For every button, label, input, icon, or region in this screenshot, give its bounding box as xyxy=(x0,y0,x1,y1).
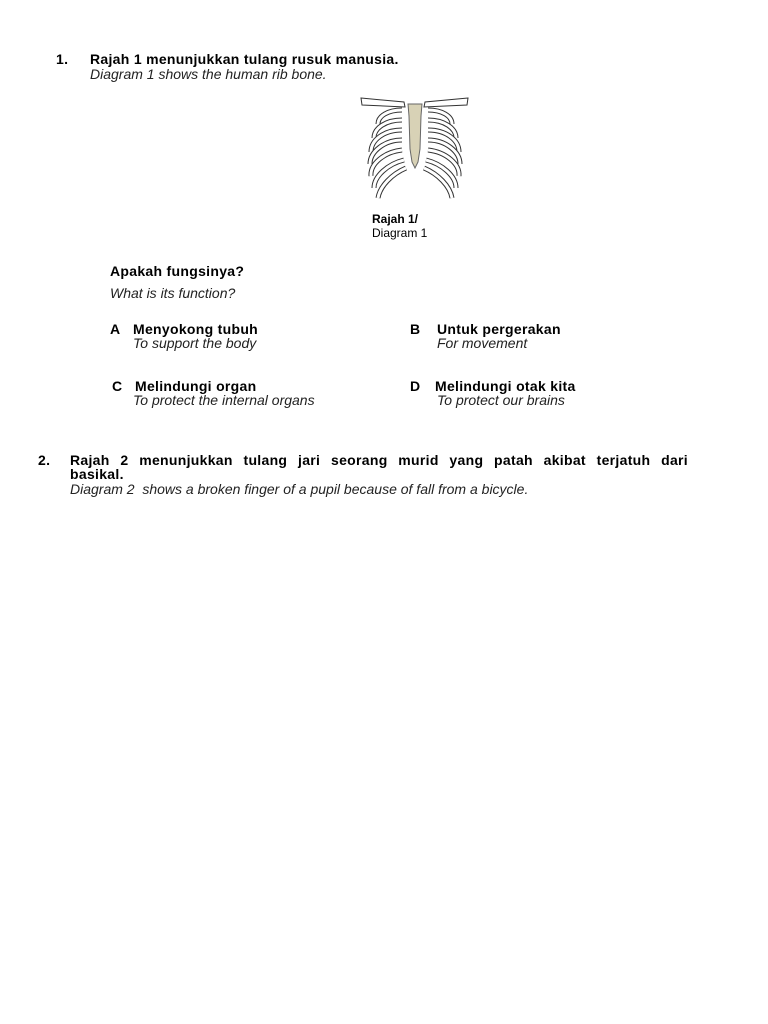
q1-number: 1. xyxy=(56,51,69,67)
option-a-letter: A xyxy=(110,321,121,337)
option-d-en: To protect our brains xyxy=(437,392,565,408)
q2-stem-ms-line1: Rajah 2 menunjukkan tulang jari seorang murid yang patah akibat terjatuh dari xyxy=(70,452,688,468)
rib-cage-illustration xyxy=(358,94,472,206)
figure-caption-en: Diagram 1 xyxy=(372,226,428,240)
option-d-ms: Melindungi otak kita xyxy=(435,378,576,394)
option-a-ms: Menyokong tubuh xyxy=(133,321,259,337)
option-b-en: For movement xyxy=(437,335,528,351)
q2-stem-en: Diagram 2 shows a broken finger of a pupil because of fall from a bicycle. xyxy=(70,481,529,497)
q1-question-ms: Apakah fungsinya? xyxy=(110,263,245,279)
figure-caption-ms: Rajah 1/ xyxy=(372,212,419,226)
option-b-ms: Untuk pergerakan xyxy=(437,321,561,337)
option-d-letter: D xyxy=(410,378,421,394)
q1-stem-ms: Rajah 1 menunjukkan tulang rusuk manusia. xyxy=(90,51,399,67)
q1-stem-en: Diagram 1 shows the human rib bone. xyxy=(90,66,327,82)
option-c-letter: C xyxy=(112,378,123,394)
q2-number: 2. xyxy=(38,452,51,468)
q1-question-en: What is its function? xyxy=(110,285,236,301)
option-c-en: To protect the internal organs xyxy=(133,392,315,408)
option-a-en: To support the body xyxy=(133,335,257,351)
option-b-letter: B xyxy=(410,321,421,337)
q2-stem-ms-line2: basikal. xyxy=(70,466,124,482)
option-c-ms: Melindungi organ xyxy=(135,378,257,394)
